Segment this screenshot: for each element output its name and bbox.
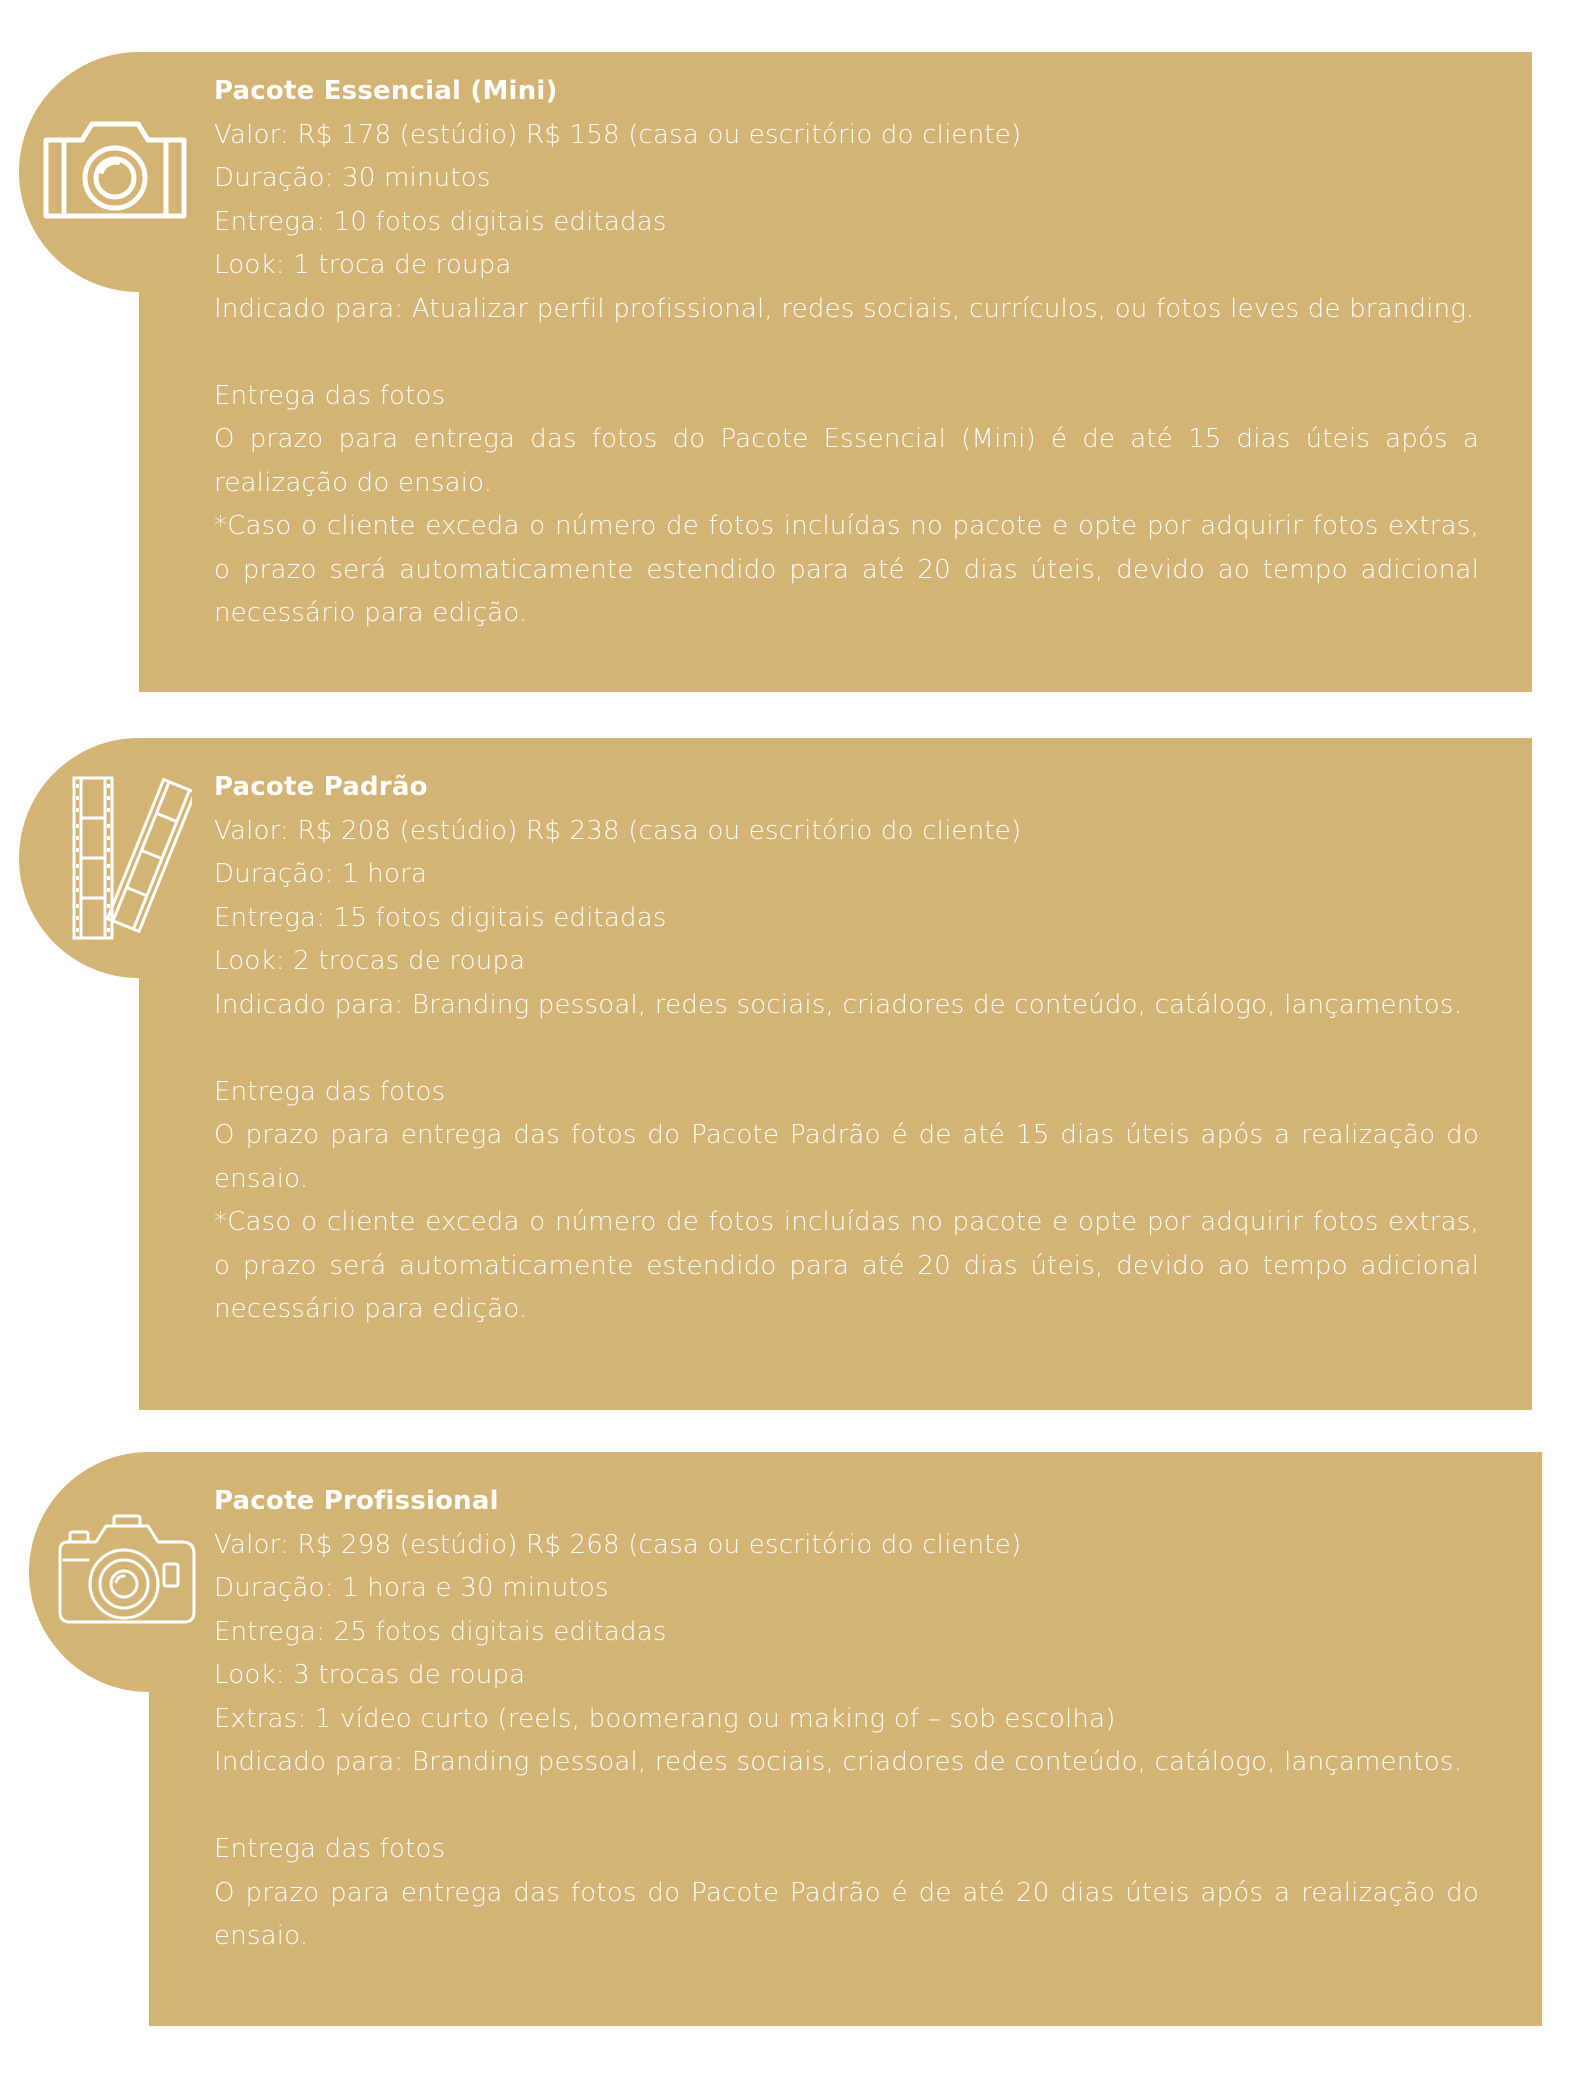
package-price: Valor: R$ 208 (estúdio) R$ 238 (casa ou escritório do cliente)	[214, 815, 1022, 846]
package-title: Pacote Profissional	[214, 1486, 499, 1516]
package-indicated: Indicado para: Branding pessoal, redes sociais, criadores de conteúdo, catálogo, lançamentos.	[214, 1747, 1463, 1777]
delivery-deadline: O prazo para entrega das fotos do Pacote Padrão é de até 15 dias úteis após a realização do ensaio.	[214, 1120, 1479, 1194]
package-indicated: Indicado para: Atualizar perfil profissional, redes sociais, currículos, ou fotos leves de branding.	[214, 293, 1475, 324]
delivery-heading: Entrega das fotos	[214, 1076, 446, 1107]
package-delivery: Entrega: 15 fotos digitais editadas	[214, 902, 667, 933]
delivery-deadline: O prazo para entrega das fotos do Pacote Essencial (Mini) é de até 15 dias úteis após a realização do ensaio.	[214, 424, 1479, 498]
package-card-essencial	[0, 52, 1580, 692]
package-look: Look: 2 trocas de roupa	[214, 946, 526, 976]
dslr-camera-icon	[52, 1512, 202, 1632]
delivery-heading: Entrega das fotos	[214, 1834, 446, 1864]
package-price: Valor: R$ 178 (estúdio) R$ 158 (casa ou escritório do cliente)	[214, 119, 1022, 150]
package-price: Valor: R$ 298 (estúdio) R$ 268 (casa ou escritório do cliente)	[214, 1529, 1022, 1560]
package-card-profissional	[0, 1452, 1580, 2026]
package-title: Pacote Padrão	[214, 772, 428, 802]
package-duration: Duração: 30 minutos	[214, 163, 491, 193]
delivery-heading: Entrega das fotos	[214, 380, 446, 411]
package-extras: Extras: 1 vídeo curto (reels, boomerang ou making of – sob escolha)	[214, 1703, 1116, 1734]
package-duration: Duração: 1 hora e 30 minutos	[214, 1573, 609, 1603]
delivery-deadline: O prazo para entrega das fotos do Pacote Padrão é de até 20 dias úteis após a realização do ensaio.	[214, 1877, 1479, 1951]
package-title: Pacote Essencial (Mini)	[214, 76, 558, 106]
camera-outline-icon	[40, 116, 190, 222]
extra-photos-note: *Caso o cliente exceda o número de fotos incluídas no pacote e opte por adquirir fotos extras, o prazo será automaticamente estendido para até 20 dias úteis, devido ao tempo adicional necessário para edição.	[214, 1207, 1479, 1324]
package-card-padrao	[0, 738, 1580, 1410]
package-look: Look: 3 trocas de roupa	[214, 1660, 526, 1690]
extra-photos-note: *Caso o cliente exceda o número de fotos incluídas no pacote e opte por adquirir fotos extras, o prazo será automaticamente estendido para até 20 dias úteis, devido ao tempo adicional necessário para edição.	[214, 511, 1479, 628]
package-delivery: Entrega: 10 fotos digitais editadas	[214, 206, 667, 237]
film-strip-icon	[62, 774, 192, 944]
package-look: Look: 1 troca de roupa	[214, 250, 512, 280]
package-indicated: Indicado para: Branding pessoal, redes sociais, criadores de conteúdo, catálogo, lançamentos.	[214, 989, 1463, 1020]
package-duration: Duração: 1 hora	[214, 859, 428, 889]
package-delivery: Entrega: 25 fotos digitais editadas	[214, 1616, 667, 1647]
